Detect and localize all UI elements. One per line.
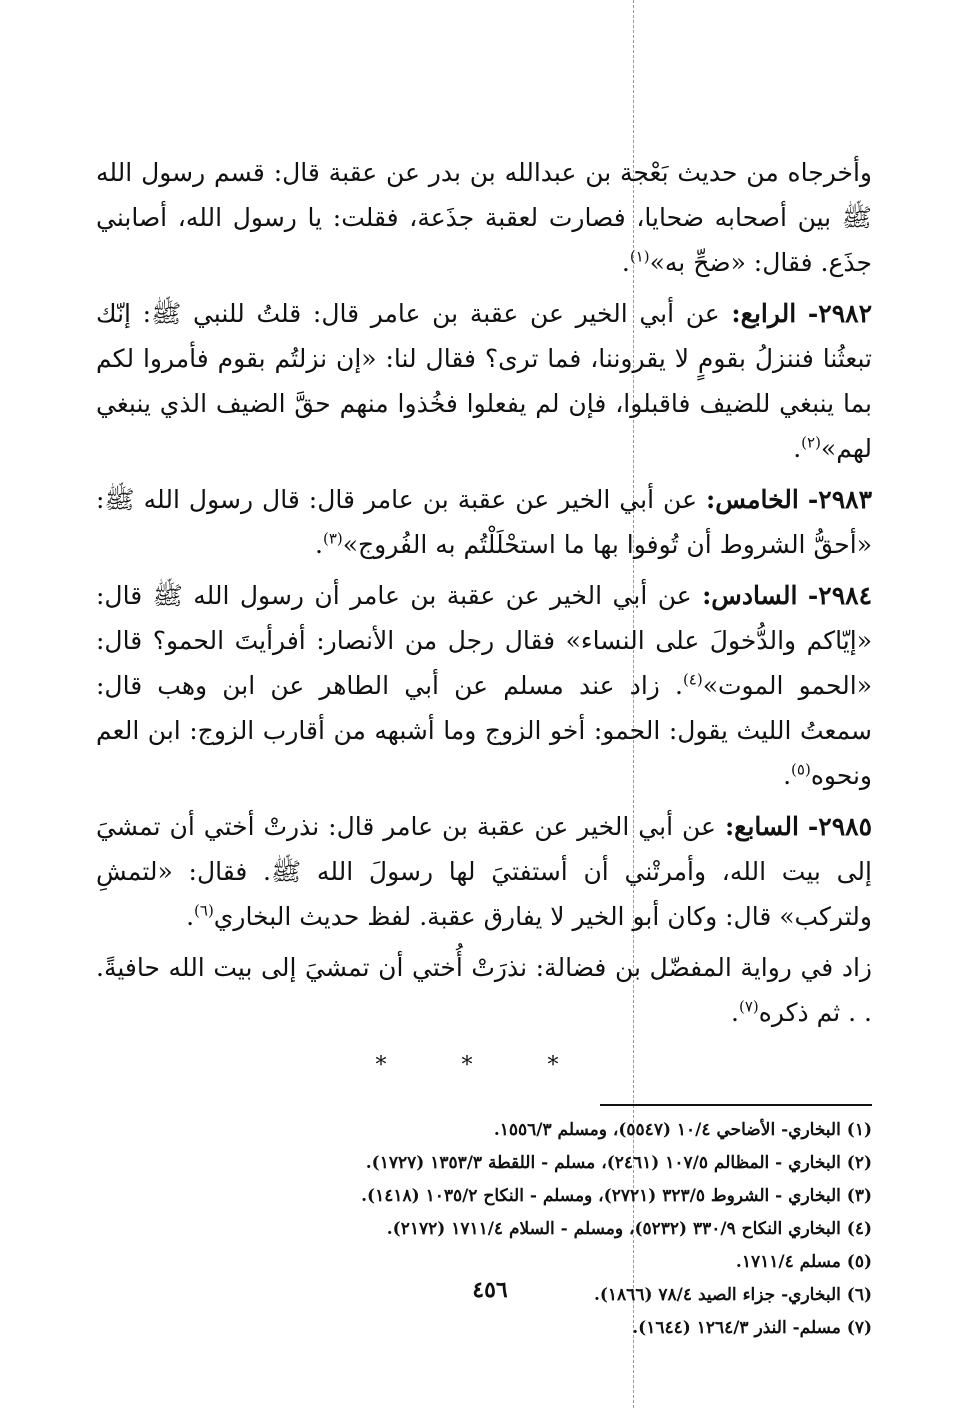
footnote-rule bbox=[600, 1104, 872, 1106]
hadith-number: ٢٩٨٤- bbox=[807, 581, 872, 610]
footnote-item: (٥) مسلم ١٧١١/٤. bbox=[735, 1252, 872, 1272]
footnote-ref: (٥) bbox=[791, 760, 811, 779]
footnote-item: (٦) البخاري- جزاء الصيد ٧٨/٤ (١٨٦٦). bbox=[593, 1285, 872, 1305]
hadith-2985 bbox=[96, 804, 872, 939]
footnote-ref: (٧) bbox=[738, 997, 759, 1016]
footnotes-list bbox=[96, 1114, 872, 1345]
paragraph-intro bbox=[96, 150, 872, 285]
paragraph-tail: . bbox=[793, 434, 802, 463]
hadith-2983 bbox=[96, 477, 872, 567]
paragraph-tail: . bbox=[621, 248, 630, 277]
page-number: ٤٥٦ bbox=[472, 1277, 508, 1303]
paragraph-text: عن أبي الخير عن عقبة بن عامر أن رسول الله ﷺ قال: «إيّاكم والدُّخولَ على النساء» فقال رجل من الأنصار: أفرأيتَ الحمو؟ قال: «الحمو الموت» bbox=[96, 581, 872, 700]
hadith-2982 bbox=[96, 291, 872, 471]
footnote-ref: (٣) bbox=[322, 529, 343, 548]
paragraph-tail: . bbox=[315, 530, 323, 559]
paragraph-tail: . زاد عند مسلم عن أبي الطاهر عن ابن وهب قال: سمعتُ الليث يقول: الحمو: أخو الزوج وما أشبهه من أقارب الزوج: ابن العم ونحوه bbox=[96, 671, 872, 790]
paragraph-text: زاد في رواية المفضّل بن فضالة: نذرَتْ أُختي أن تمشيَ إلى بيت الله حافيةً. . . ثم ذكره bbox=[96, 953, 872, 1027]
footnote-ref: (١) bbox=[629, 247, 650, 266]
paragraph-text: وأخرجاه من حديث بَعْجة بن عبدالله بن بدر عن عقبة قال: قسم رسول الله ﷺ بين أصحابه ضحايا، فصارت لعقبة جذَعة، فقلت: يا رسول الله، أصابني جذَع. فقال: «ضحِّ به» bbox=[96, 158, 872, 277]
footnote-item: (٢) البخاري - المظالم ١٠٧/٥ (٢٤٦١)، مسلم - اللقطة ١٣٥٣/٣ (١٧٢٧). bbox=[365, 1153, 872, 1173]
paragraph-addition bbox=[96, 945, 872, 1035]
hadith-number: ٢٩٨٢- bbox=[807, 299, 872, 328]
hadith-number: ٢٩٨٣- bbox=[807, 485, 872, 514]
hadith-ordinal: السابع: bbox=[724, 812, 799, 841]
footnote-ref: (٢) bbox=[801, 433, 821, 452]
paragraph-text: عن أبي الخير عن عقبة بن عامر قال: قلتُ للنبي ﷺ: إنّك تبعثُنا فننزلُ بقومٍ لا يقروننا، فما ترى؟ فقال لنا: «إن نزلتُم بقوم فأمروا لكم بما ينبغي للضيف فاقبلوا، فإن لم يفعلوا فخُذوا منهم حقَّ الضيف الذي ينبغي لهم» bbox=[96, 299, 872, 463]
section-separator: * * * bbox=[375, 1053, 593, 1078]
paragraph-text: عن أبي الخير عن عقبة بن عامر قال: قال رسول الله ﷺ: «أحقُّ الشروط أن تُوفوا بها ما استحْلَلْتُم به الفُروج» bbox=[96, 485, 872, 559]
footnote-item: (٣) البخاري - الشروط ٣٢٣/٥ (٢٧٢١)، ومسلم - النكاح ١٠٣٥/٢ (١٤١٨). bbox=[361, 1186, 872, 1206]
paragraph-tail: . bbox=[783, 761, 792, 790]
footnote-item: (٧) مسلم- النذر ١٢٦٤/٣ (١٦٤٤). bbox=[632, 1318, 872, 1338]
hadith-number: ٢٩٨٥- bbox=[807, 812, 872, 841]
paragraph-text: عن أبي الخير عن عقبة بن عامر قال: نذرتْ أختي أن تمشيَ إلى بيت الله، وأمرتْني أن أستفتيَ لها رسولَ الله ﷺ. فقال: «لتمشِ ولتركب» قال: وكان أبو الخير لا يفارق عقبة. لفظ حديث البخاري bbox=[96, 812, 872, 931]
paragraph-tail: . bbox=[186, 902, 195, 931]
footnote-ref: (٦) bbox=[194, 901, 214, 920]
footnote-item: (١) البخاري- الأضاحي ١٠/٤ (٥٥٤٧)، ومسلم ١٥٥٦/٣. bbox=[493, 1120, 872, 1140]
hadith-2984 bbox=[96, 573, 872, 798]
paragraph-tail: . bbox=[731, 998, 739, 1027]
footnote-ref: (٤) bbox=[682, 670, 703, 689]
document-page bbox=[96, 150, 872, 1345]
hadith-ordinal: الخامس: bbox=[706, 485, 799, 514]
hadith-ordinal: السادس: bbox=[702, 581, 798, 610]
footnote-item: (٤) البخاري النكاح ٣٣٠/٩ (٥٢٣٢)، ومسلم - السلام ١٧١١/٤ (٢١٧٢). bbox=[386, 1219, 872, 1239]
hadith-ordinal: الرابع: bbox=[731, 299, 797, 328]
